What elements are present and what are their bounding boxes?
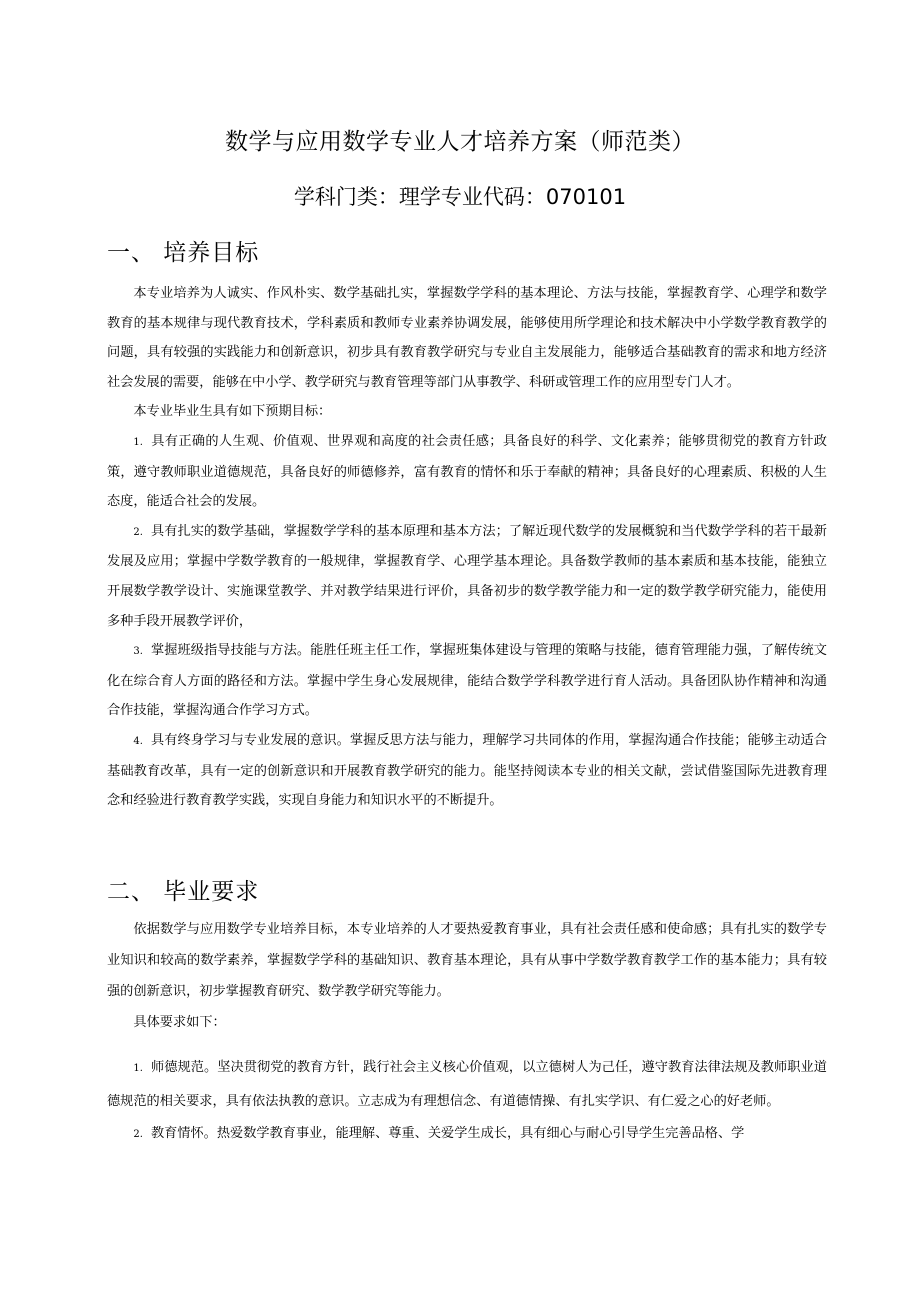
- list-item: [107, 726, 827, 816]
- document-subtitle: 学科门类：理学专业代码：070101: [293, 185, 627, 209]
- list-item-text: 具有扎实的数学基础，掌握数学学科的基本原理和基本方法；了解近现代数学的发展概貌和当代数学学科的若干最新发展及应用；掌握中学数学教育的一般规律，掌握教育学、心理学基本理论。具备数学教师的基本素质和基本技能，能独立开展数学教学设计、实施课堂教学、并对教学结果进行评价，具备初步的数学教学能力和一定的数学教学研究能力，能使用多种手段开展教学评价，: [107, 523, 827, 629]
- paragraph: 本专业毕业生具有如下预期目标：: [133, 404, 332, 420]
- list-item-number: 3.: [133, 646, 143, 658]
- list-item-text: 师德规范。坚决贯彻党的教育方针，践行社会主义核心价值观，以立德树人为己任，遵守教育法律法规及教师职业道德规范的相关要求，具有依法执教的意识。立志成为有理想信念、有道德情操、有扎实学识、有仁爱之心的好老师。: [107, 1060, 827, 1109]
- section-graduation-requirements-intro: [107, 914, 827, 1038]
- list-item: [107, 517, 827, 636]
- section-heading-graduation-requirements: 二、 毕业要求: [107, 879, 260, 905]
- list-item-number: 4.: [133, 735, 143, 747]
- list-item-text: 教育情怀。热爱数学教育事业，能理解、尊重、关爱学生成长，具有细心与耐心引导学生完善品格、学: [150, 1126, 745, 1141]
- section-heading-training-goals: 一、 培养目标: [107, 240, 260, 266]
- list-item-number: 2.: [133, 1129, 143, 1140]
- list-item: [107, 1118, 827, 1152]
- list-item: [107, 1052, 827, 1118]
- paragraph: 依据数学与应用数学专业培养目标，本专业培养的人才要热爱教育事业，具有社会责任感和使命感；具有扎实的数学专业知识和较高的数学素养，掌握数学学科的基础知识、教育基本理论，具有从事中学数学教育教学工作的基本能力；具有较强的创新意识，初步掌握教育研究、数学教学研究等能力。: [107, 922, 827, 999]
- paragraph: 本专业培养为人诚实、作风朴实、数学基础扎实，掌握数学学科的基本理论、方法与技能，掌握教育学、心理学和数学教育的基本规律与现代教育技术，学科素质和教师专业素养协调发展，能够使用所学理论和技术解决中小学数学教育教学的问题，具有较强的实践能力和创新意识，初步具有教育教学研究与专业自主发展能力，能够适合基础教育的需求和地方经济社会发展的需要，能够在中小学、教学研究与教育管理等部门从事教学、科研或管理工作的应用型专门人才。: [107, 286, 827, 390]
- section-graduation-requirements-list: [107, 1052, 827, 1152]
- list-item: [107, 636, 827, 726]
- list-item-text: 具有终身学习与专业发展的意识。掌握反思方法与能力，理解学习共同体的作用，掌握沟通合作技能；能够主动适合基础教育改革，具有一定的创新意识和开展教育教学研究的能力。能坚持阅读本专业的相关文献，尝试借鉴国际先进教育理念和经验进行教育教学实践，实现自身能力和知识水平的不断提升。: [107, 732, 827, 809]
- list-item-text: 具有正确的人生观、价值观、世界观和高度的社会责任感；具备良好的科学、文化素养；能够贯彻党的教育方针政策，遵守教师职业道德规范，具备良好的师德修养，富有教育的情怀和乐于奉献的精神；具备良好的心理素质、积极的人生态度，能适合社会的发展。: [107, 433, 827, 510]
- list-item-text: 掌握班级指导技能与方法。能胜任班主任工作，掌握班集体建设与管理的策略与技能，德育管理能力强，了解传统文化在综合育人方面的路径和方法。掌握中学生身心发展规律，能结合数学学科教学进行育人活动。具备团队协作精神和沟通合作技能，掌握沟通合作学习方式。: [107, 643, 827, 719]
- list-item-number: 2.: [133, 526, 143, 538]
- section-training-goals-body: [107, 279, 827, 816]
- list-item: [107, 427, 827, 517]
- list-item-number: 1.: [133, 1063, 143, 1074]
- list-item-number: 1.: [133, 436, 143, 448]
- paragraph: 具体要求如下：: [133, 1015, 226, 1030]
- document-title: 数学与应用数学专业人才培养方案（师范类）: [225, 129, 695, 155]
